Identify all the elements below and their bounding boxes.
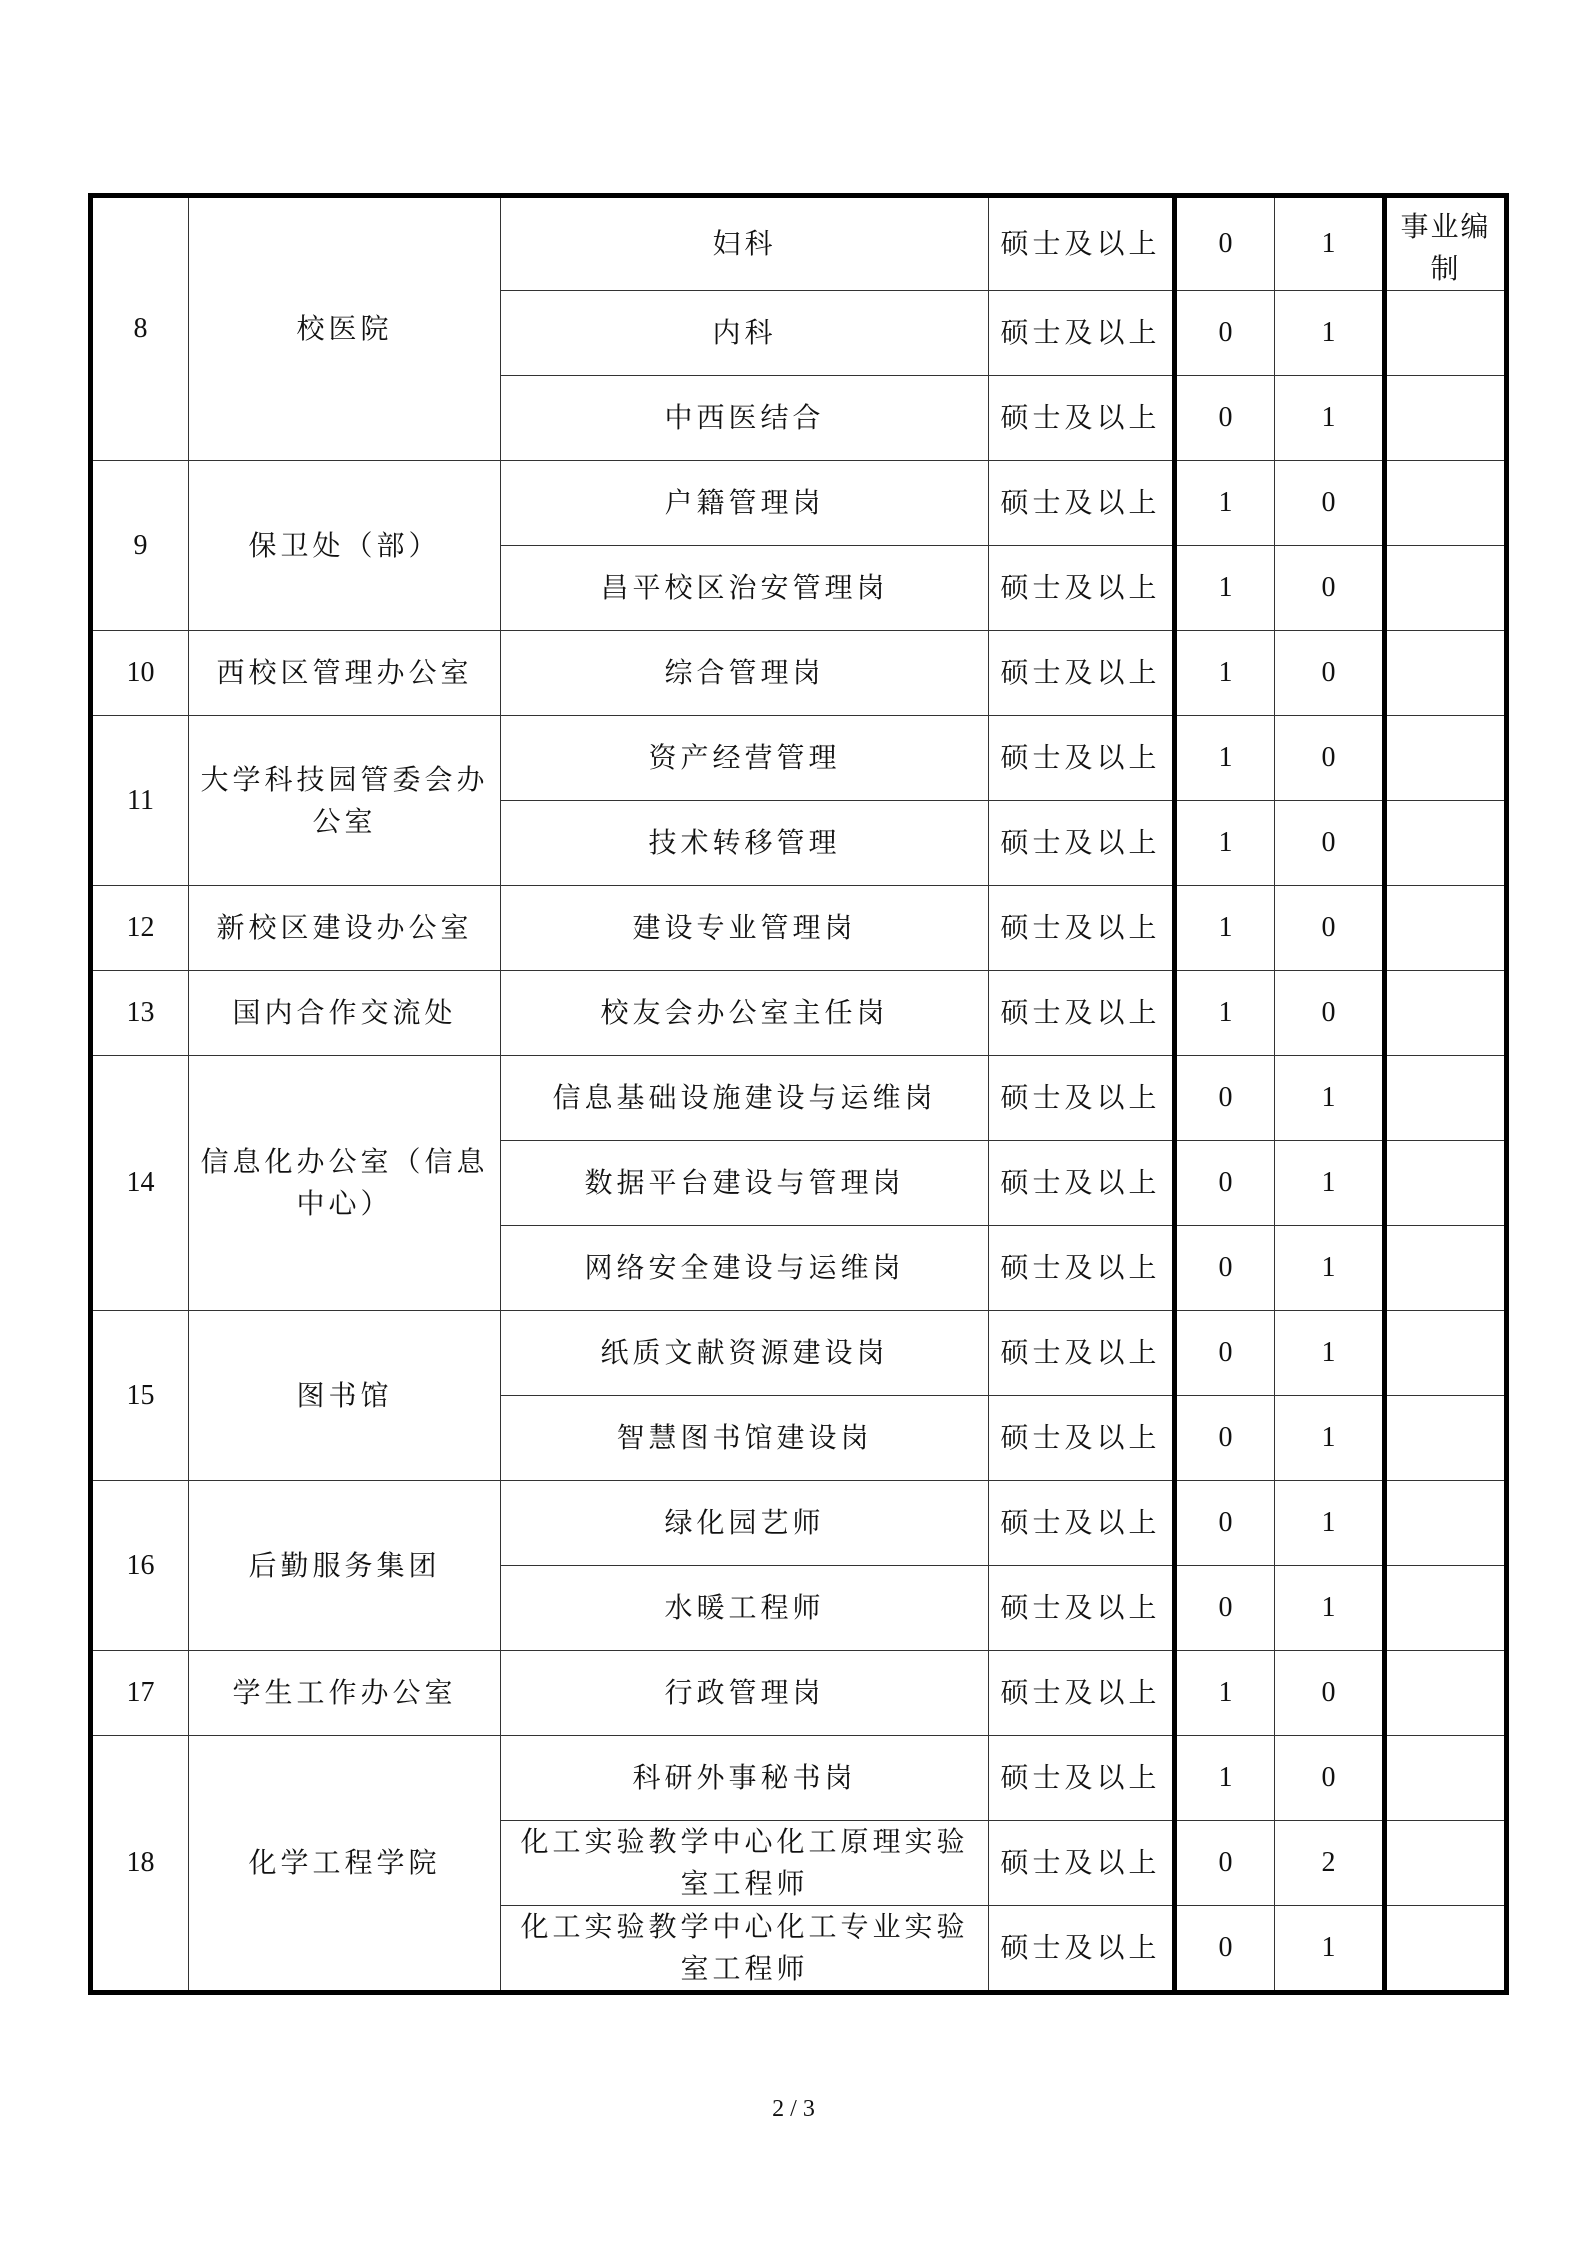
position-cell: 昌平校区治安管理岗 [501, 546, 989, 631]
education-cell: 硕士及以上 [989, 1481, 1175, 1566]
education-cell: 硕士及以上 [989, 376, 1175, 461]
count-b-cell: 0 [1275, 971, 1385, 1056]
department-cell: 保卫处（部） [189, 461, 501, 631]
position-cell: 化工实验教学中心化工原理实验室工程师 [501, 1821, 989, 1906]
count-b-cell: 1 [1275, 291, 1385, 376]
position-cell: 户籍管理岗 [501, 461, 989, 546]
table-row [91, 1311, 1507, 1396]
position-cell: 行政管理岗 [501, 1651, 989, 1736]
count-b-cell: 0 [1275, 886, 1385, 971]
count-b-cell: 1 [1275, 1226, 1385, 1311]
education-cell: 硕士及以上 [989, 1141, 1175, 1226]
count-a-cell: 0 [1175, 1396, 1275, 1481]
position-cell: 信息基础设施建设与运维岗 [501, 1056, 989, 1141]
education-cell: 硕士及以上 [989, 1226, 1175, 1311]
position-cell: 网络安全建设与运维岗 [501, 1226, 989, 1311]
count-a-cell: 0 [1175, 1906, 1275, 1993]
note-cell [1385, 1651, 1507, 1736]
count-b-cell: 1 [1275, 1056, 1385, 1141]
count-a-cell: 1 [1175, 886, 1275, 971]
position-cell: 建设专业管理岗 [501, 886, 989, 971]
count-a-cell: 0 [1175, 1311, 1275, 1396]
education-cell: 硕士及以上 [989, 1651, 1175, 1736]
position-cell: 妇科 [501, 196, 989, 291]
count-b-cell: 1 [1275, 1311, 1385, 1396]
serial-number-cell: 17 [91, 1651, 189, 1736]
education-cell: 硕士及以上 [989, 801, 1175, 886]
table-row [91, 631, 1507, 716]
count-b-cell: 0 [1275, 1736, 1385, 1821]
count-a-cell: 0 [1175, 1821, 1275, 1906]
count-b-cell: 1 [1275, 1396, 1385, 1481]
education-cell: 硕士及以上 [989, 971, 1175, 1056]
education-cell: 硕士及以上 [989, 1056, 1175, 1141]
positions-table-body [91, 196, 1507, 1993]
note-cell [1385, 716, 1507, 801]
note-cell [1385, 1056, 1507, 1141]
count-a-cell: 0 [1175, 1141, 1275, 1226]
education-cell: 硕士及以上 [989, 461, 1175, 546]
note-cell [1385, 801, 1507, 886]
department-cell: 西校区管理办公室 [189, 631, 501, 716]
serial-number-cell: 13 [91, 971, 189, 1056]
table-row [91, 886, 1507, 971]
count-b-cell: 1 [1275, 1566, 1385, 1651]
department-cell: 图书馆 [189, 1311, 501, 1481]
count-b-cell: 2 [1275, 1821, 1385, 1906]
position-cell: 数据平台建设与管理岗 [501, 1141, 989, 1226]
count-a-cell: 1 [1175, 716, 1275, 801]
note-cell [1385, 1396, 1507, 1481]
count-a-cell: 1 [1175, 461, 1275, 546]
position-cell: 科研外事秘书岗 [501, 1736, 989, 1821]
department-cell: 国内合作交流处 [189, 971, 501, 1056]
note-cell [1385, 461, 1507, 546]
education-cell: 硕士及以上 [989, 291, 1175, 376]
count-a-cell: 0 [1175, 1226, 1275, 1311]
department-cell: 大学科技园管委会办公室 [189, 716, 501, 886]
count-b-cell: 1 [1275, 196, 1385, 291]
note-cell [1385, 1311, 1507, 1396]
education-cell: 硕士及以上 [989, 1311, 1175, 1396]
department-cell: 校医院 [189, 196, 501, 461]
count-b-cell: 0 [1275, 1651, 1385, 1736]
count-a-cell: 1 [1175, 1651, 1275, 1736]
serial-number-cell: 9 [91, 461, 189, 631]
note-cell [1385, 971, 1507, 1056]
table-row [91, 1651, 1507, 1736]
table-row [91, 461, 1507, 546]
serial-number-cell: 14 [91, 1056, 189, 1311]
positions-table [88, 193, 1509, 1995]
table-row [91, 1481, 1507, 1566]
count-b-cell: 1 [1275, 1906, 1385, 1993]
position-cell: 技术转移管理 [501, 801, 989, 886]
education-cell: 硕士及以上 [989, 716, 1175, 801]
count-b-cell: 0 [1275, 716, 1385, 801]
serial-number-cell: 12 [91, 886, 189, 971]
count-a-cell: 1 [1175, 971, 1275, 1056]
position-cell: 校友会办公室主任岗 [501, 971, 989, 1056]
note-cell [1385, 1141, 1507, 1226]
count-a-cell: 0 [1175, 291, 1275, 376]
serial-number-cell: 8 [91, 196, 189, 461]
count-b-cell: 1 [1275, 376, 1385, 461]
serial-number-cell: 15 [91, 1311, 189, 1481]
count-b-cell: 0 [1275, 631, 1385, 716]
position-cell: 水暖工程师 [501, 1566, 989, 1651]
education-cell: 硕士及以上 [989, 546, 1175, 631]
position-cell: 化工实验教学中心化工专业实验室工程师 [501, 1906, 989, 1993]
note-cell [1385, 1566, 1507, 1651]
department-cell: 化学工程学院 [189, 1736, 501, 1993]
count-a-cell: 0 [1175, 1481, 1275, 1566]
count-b-cell: 0 [1275, 546, 1385, 631]
count-a-cell: 1 [1175, 631, 1275, 716]
department-cell: 学生工作办公室 [189, 1651, 501, 1736]
count-a-cell: 1 [1175, 1736, 1275, 1821]
note-cell [1385, 1736, 1507, 1821]
page-number: 2 / 3 [772, 2096, 815, 2122]
serial-number-cell: 10 [91, 631, 189, 716]
serial-number-cell: 11 [91, 716, 189, 886]
count-a-cell: 0 [1175, 196, 1275, 291]
education-cell: 硕士及以上 [989, 1396, 1175, 1481]
note-cell: 事业编制 [1385, 196, 1507, 291]
note-cell [1385, 376, 1507, 461]
table-row [91, 1056, 1507, 1141]
department-cell: 后勤服务集团 [189, 1481, 501, 1651]
position-cell: 绿化园艺师 [501, 1481, 989, 1566]
count-a-cell: 0 [1175, 1056, 1275, 1141]
count-b-cell: 0 [1275, 461, 1385, 546]
note-cell [1385, 886, 1507, 971]
position-cell: 资产经营管理 [501, 716, 989, 801]
note-cell [1385, 546, 1507, 631]
serial-number-cell: 18 [91, 1736, 189, 1993]
count-b-cell: 1 [1275, 1481, 1385, 1566]
education-cell: 硕士及以上 [989, 1821, 1175, 1906]
position-cell: 智慧图书馆建设岗 [501, 1396, 989, 1481]
note-cell [1385, 1481, 1507, 1566]
education-cell: 硕士及以上 [989, 631, 1175, 716]
count-b-cell: 1 [1275, 1141, 1385, 1226]
count-a-cell: 1 [1175, 546, 1275, 631]
note-cell [1385, 631, 1507, 716]
serial-number-cell: 16 [91, 1481, 189, 1651]
table-row [91, 196, 1507, 291]
position-cell: 纸质文献资源建设岗 [501, 1311, 989, 1396]
table-row [91, 1736, 1507, 1821]
table-row [91, 716, 1507, 801]
count-b-cell: 0 [1275, 801, 1385, 886]
count-a-cell: 0 [1175, 376, 1275, 461]
note-cell [1385, 1906, 1507, 1993]
education-cell: 硕士及以上 [989, 1736, 1175, 1821]
department-cell: 新校区建设办公室 [189, 886, 501, 971]
count-a-cell: 1 [1175, 801, 1275, 886]
education-cell: 硕士及以上 [989, 196, 1175, 291]
position-cell: 中西医结合 [501, 376, 989, 461]
note-cell [1385, 291, 1507, 376]
note-cell [1385, 1226, 1507, 1311]
education-cell: 硕士及以上 [989, 886, 1175, 971]
count-a-cell: 0 [1175, 1566, 1275, 1651]
note-cell [1385, 1821, 1507, 1906]
department-cell: 信息化办公室（信息中心） [189, 1056, 501, 1311]
education-cell: 硕士及以上 [989, 1566, 1175, 1651]
education-cell: 硕士及以上 [989, 1906, 1175, 1993]
table-row [91, 971, 1507, 1056]
position-cell: 综合管理岗 [501, 631, 989, 716]
position-cell: 内科 [501, 291, 989, 376]
